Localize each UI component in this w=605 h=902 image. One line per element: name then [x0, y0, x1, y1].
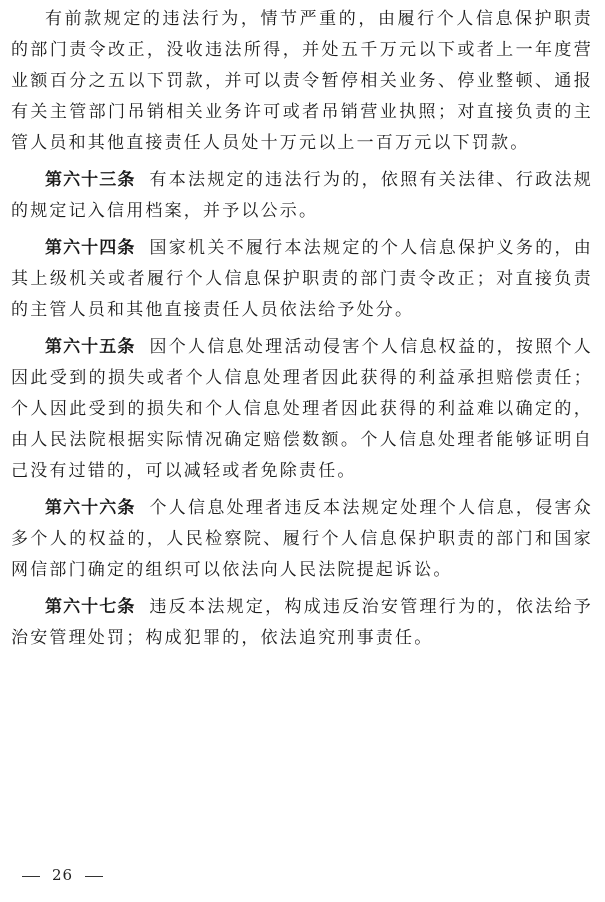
article-64 [11, 233, 593, 326]
article-65 [11, 332, 593, 487]
page-footer [22, 866, 103, 884]
article-66 [11, 493, 593, 586]
article-text: 个人信息处理者违反本法规定处理个人信息，侵害众多个人的权益的，人民检察院、履行个人信息保护职责的部门和国家网信部门确定的组织可以依法向人民法院提起诉讼。 [11, 498, 593, 580]
article-number: 第六十三条 [45, 170, 136, 190]
article-63 [11, 165, 593, 227]
document-body [11, 4, 593, 654]
page-number: 26 [52, 866, 74, 884]
article-number: 第六十四条 [45, 238, 136, 258]
footer-dash-left [22, 876, 40, 877]
article-text: 有本法规定的违法行为的，依照有关法律、行政法规的规定记入信用档案，并予以公示。 [11, 170, 593, 221]
article-text: 国家机关不履行本法规定的个人信息保护义务的，由其上级机关或者履行个人信息保护职责的部门责令改正；对直接负责的主管人员和其他直接责任人员依法给予处分。 [11, 238, 593, 320]
article-number: 第六十六条 [45, 498, 136, 518]
article-number: 第六十五条 [45, 337, 136, 357]
footer-dash-right [85, 876, 103, 877]
paragraph-text: 有前款规定的违法行为，情节严重的，由履行个人信息保护职责的部门责令改正，没收违法所得，并处五千万元以下或者上一年度营业额百分之五以下罚款，并可以责令暂停相关业务、停业整顿、通报有关主管部门吊销相关业务许可或者吊销营业执照；对直接负责的主管人员和其他直接责任人员处十万元以上一百万元以下罚款。 [11, 9, 593, 153]
article-67 [11, 592, 593, 654]
article-text: 违反本法规定，构成违反治安管理行为的，依法给予治安管理处罚；构成犯罪的，依法追究刑事责任。 [11, 597, 593, 648]
article-number: 第六十七条 [45, 597, 136, 617]
paragraph-continuation [11, 4, 593, 159]
article-text: 因个人信息处理活动侵害个人信息权益的，按照个人因此受到的损失或者个人信息处理者因此获得的利益承担赔偿责任；个人因此受到的损失和个人信息处理者因此获得的利益难以确定的，由人民法院根据实际情况确定赔偿数额。个人信息处理者能够证明自己没有过错的，可以减轻或者免除责任。 [11, 337, 593, 481]
